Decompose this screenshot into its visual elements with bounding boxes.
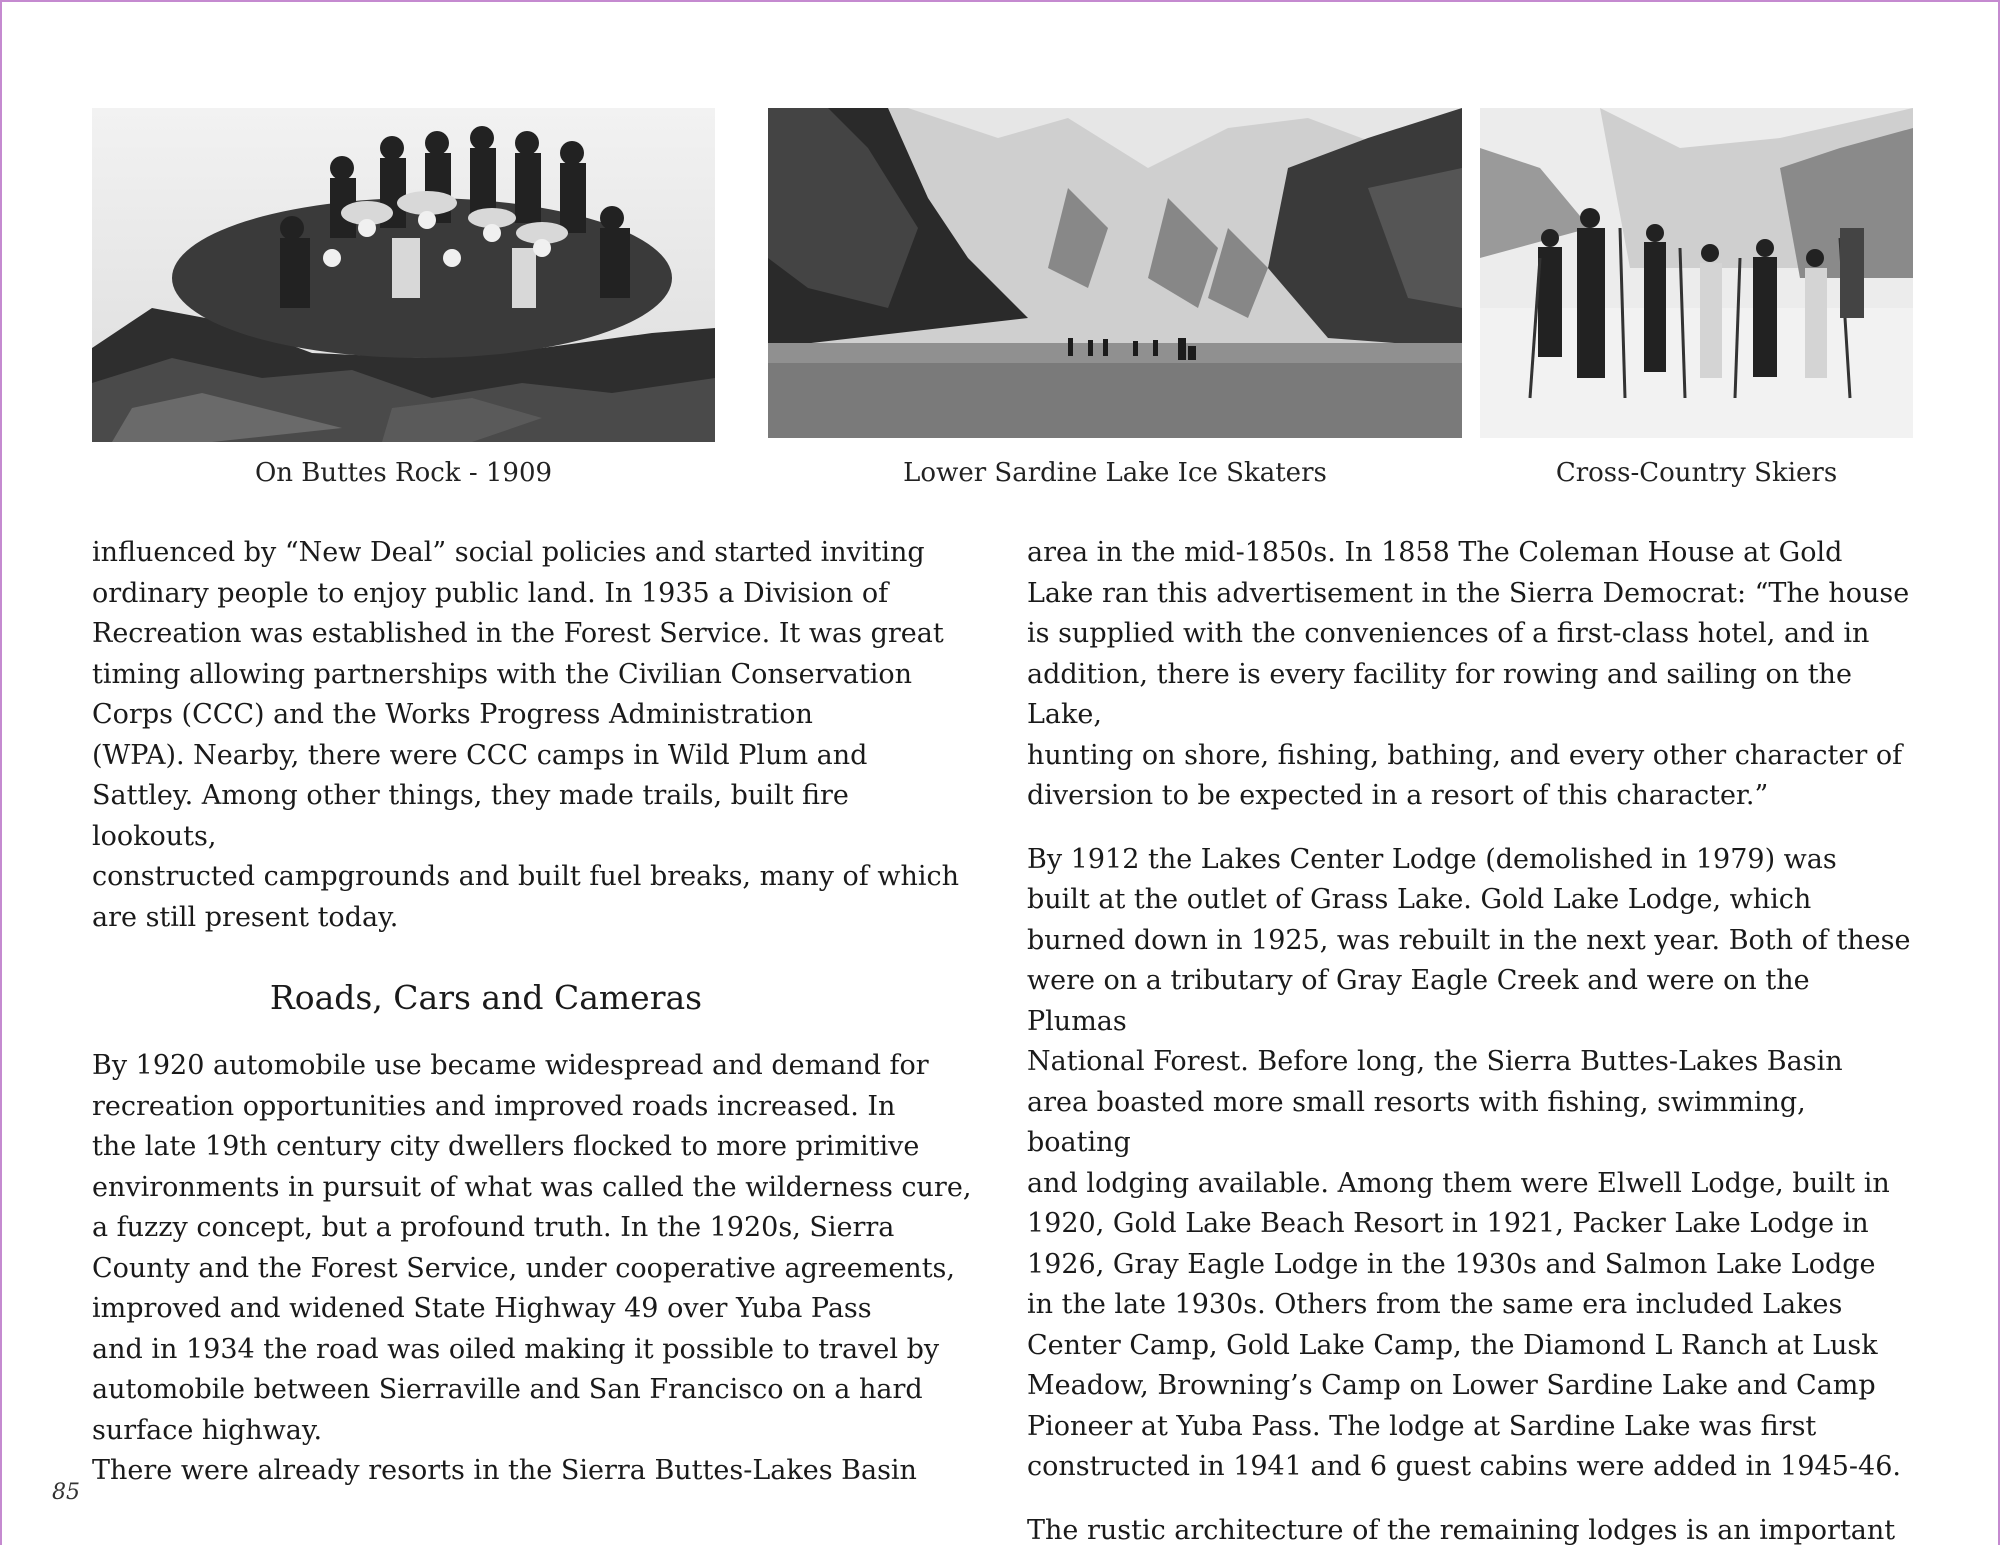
- text-line: By 1920 automobile use became widespread and demand for: [92, 1050, 929, 1081]
- photo-buttes-rock: [92, 108, 715, 442]
- text-line: By 1912 the Lakes Center Lodge (demolished in 1979) was: [1027, 844, 1837, 875]
- text-line: and in 1934 the road was oiled making it possible to travel by: [92, 1334, 939, 1365]
- section-heading: Roads, Cars and Cameras: [92, 978, 880, 1018]
- text-line: ordinary people to enjoy public land. In 1935 a Division of: [92, 578, 888, 609]
- text-line: National Forest. Before long, the Sierra Buttes-Lakes Basin: [1027, 1046, 1843, 1077]
- text-line: Center Camp, Gold Lake Camp, the Diamond L Ranch at Lusk: [1027, 1330, 1878, 1361]
- body-paragraph: [92, 533, 972, 938]
- text-line: constructed in 1941 and 6 guest cabins were added in 1945-46.: [1027, 1451, 1901, 1482]
- photo-lower-sardine-lake: [768, 108, 1462, 438]
- text-line: The rustic architecture of the remaining lodges is an important: [1027, 1515, 1895, 1546]
- text-line: timing allowing partnerships with the Civilian Conservation: [92, 659, 912, 690]
- text-line: hunting on shore, fishing, bathing, and every other character of: [1027, 740, 1902, 771]
- text-line: (WPA). Nearby, there were CCC camps in Wild Plum and: [92, 740, 867, 771]
- text-line: 1920, Gold Lake Beach Resort in 1921, Packer Lake Lodge in: [1027, 1208, 1869, 1239]
- text-line: area boasted more small resorts with fishing, swimming, boating: [1027, 1087, 1806, 1159]
- text-line: Sattley. Among other things, they made trails, built fire lookouts,: [92, 780, 849, 852]
- text-line: surface highway.: [92, 1415, 322, 1446]
- body-paragraph: [1027, 533, 1917, 817]
- text-line: are still present today.: [92, 902, 398, 933]
- text-line: influenced by “New Deal” social policies and started inviting: [92, 537, 925, 568]
- text-line: Lake ran this advertisement in the Sierra Democrat: “The house: [1027, 578, 1909, 609]
- text-line: built at the outlet of Grass Lake. Gold Lake Lodge, which: [1027, 884, 1811, 915]
- text-line: automobile between Sierraville and San Francisco on a hard: [92, 1374, 923, 1405]
- photo-caption: Cross-Country Skiers: [1480, 458, 1913, 488]
- photo-cross-country-skiers: [1480, 108, 1913, 438]
- body-paragraph: [92, 1046, 972, 1492]
- photo-caption: On Buttes Rock - 1909: [92, 458, 715, 488]
- photo-caption: Lower Sardine Lake Ice Skaters: [768, 458, 1462, 488]
- body-paragraph: [1027, 840, 1917, 1488]
- text-line: the late 19th century city dwellers flocked to more primitive: [92, 1131, 919, 1162]
- text-line: area in the mid-1850s. In 1858 The Coleman House at Gold: [1027, 537, 1842, 568]
- page-number: 85: [52, 1480, 80, 1505]
- text-line: is supplied with the conveniences of a first-class hotel, and in: [1027, 618, 1869, 649]
- text-line: environments in pursuit of what was called the wilderness cure,: [92, 1172, 971, 1203]
- text-line: There were already resorts in the Sierra Buttes-Lakes Basin: [92, 1455, 917, 1486]
- text-line: and lodging available. Among them were Elwell Lodge, built in: [1027, 1168, 1890, 1199]
- text-line: Pioneer at Yuba Pass. The lodge at Sardine Lake was first: [1027, 1411, 1816, 1442]
- text-line: improved and widened State Highway 49 over Yuba Pass: [92, 1293, 872, 1324]
- text-line: were on a tributary of Gray Eagle Creek and were on the Plumas: [1027, 965, 1810, 1037]
- text-line: diversion to be expected in a resort of this character.”: [1027, 780, 1768, 811]
- text-line: Corps (CCC) and the Works Progress Administration: [92, 699, 813, 730]
- text-line: addition, there is every facility for rowing and sailing on the Lake,: [1027, 659, 1852, 731]
- text-line: in the late 1930s. Others from the same era included Lakes: [1027, 1289, 1842, 1320]
- text-line: Meadow, Browning’s Camp on Lower Sardine Lake and Camp: [1027, 1370, 1876, 1401]
- text-line: Recreation was established in the Forest Service. It was great: [92, 618, 944, 649]
- text-line: burned down in 1925, was rebuilt in the next year. Both of these: [1027, 925, 1911, 956]
- text-line: 1926, Gray Eagle Lodge in the 1930s and Salmon Lake Lodge: [1027, 1249, 1876, 1280]
- text-line: recreation opportunities and improved roads increased. In: [92, 1091, 895, 1122]
- text-line: County and the Forest Service, under cooperative agreements,: [92, 1253, 955, 1284]
- text-line: a fuzzy concept, but a profound truth. In the 1920s, Sierra: [92, 1212, 894, 1243]
- left-column: [92, 533, 972, 1492]
- right-column: [1027, 533, 1917, 1551]
- text-line: constructed campgrounds and built fuel breaks, many of which: [92, 861, 959, 892]
